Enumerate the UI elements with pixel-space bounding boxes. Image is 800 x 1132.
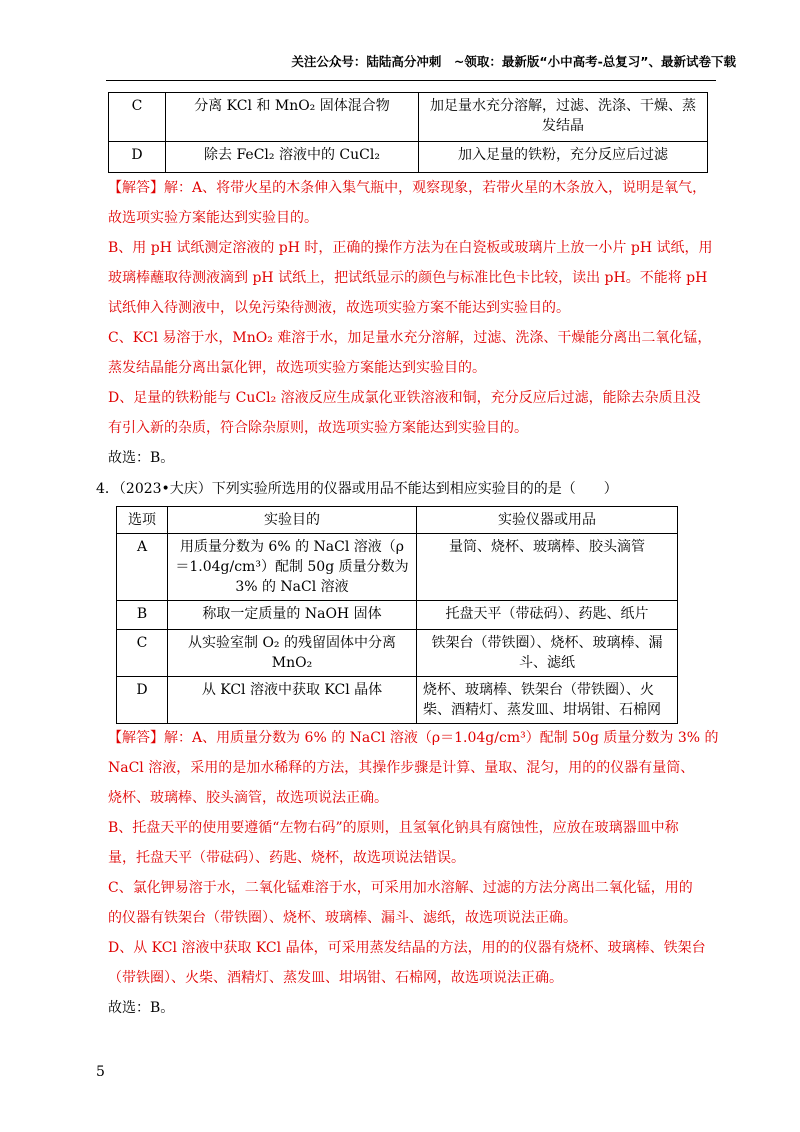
answer-line: B、托盘天平的使用要遵循“左物右码”的原则，且氢氧化钠具有腐蚀性，应放在玻璃器皿中称 [108,820,679,836]
answer-line: 【解答】解：A、用质量分数为 6% 的 NaCl 溶液（ρ＝1.04g/cm³）配制 50g 质量分数为 3% 的 [108,730,719,746]
purpose-cell: 从实验室制 O₂ 的残留固体中分离 MnO₂ [168,630,417,677]
option-cell: A [117,534,168,601]
answer-line: 故选：B。 [108,450,175,466]
answer-line: 故选：B。 [108,1000,175,1016]
option-cell: D [109,142,166,173]
answer-line: 烧杯、玻璃棒、胶头滴管，故选项说法正确。 [108,790,388,806]
table-continuation [108,92,708,173]
answer-4 [108,728,719,1028]
tools-cell: 量筒、烧杯、玻璃棒、胶头滴管 [417,534,678,601]
question-4: 4．（2023•大庆）下列实验所选用的仪器或用品不能达到相应实验目的的是（ ） [96,481,618,497]
table-row [117,630,678,677]
answer-line: 的仪器有铁架台（带铁圈）、烧杯、玻璃棒、漏斗、滤纸，故选项说法正确。 [108,910,577,926]
method-cell: 加入足量的铁粉，充分反应后过滤 [419,142,708,173]
answer-line: C、氯化钾易溶于水，二氧化锰难溶于水，可采用加水溶解、过滤的方法分离出二氧化锰，用的 [108,880,693,896]
purpose-cell: 称取一定质量的 NaOH 固体 [168,601,417,630]
answer-tag: 【解答】 [108,730,164,746]
experiment-table [116,506,678,724]
table-row [117,677,678,724]
column-header: 选项 [117,507,168,534]
purpose-cell: 用质量分数为 6% 的 NaCl 溶液（ρ＝1.04g/cm³）配制 50g 质量分数为 3% 的 NaCl 溶液 [168,534,417,601]
answer-line: （带铁圈）、火柴、酒精灯、蒸发皿、坩埚钳、石棉网，故选项说法正确。 [108,970,563,986]
purpose-cell: 从 KCl 溶液中获取 KCl 晶体 [168,677,417,724]
answer-line: 蒸发结晶能分离出氯化钾，故选项实验方案能达到实验目的。 [108,360,486,376]
answer-line: C、KCl 易溶于水，MnO₂ 难溶于水，加足量水充分溶解，过滤、洗涤、干燥能分离出二氧化锰， [108,330,712,346]
answer-3 [108,178,714,478]
method-cell: 加足量水充分溶解，过滤、洗涤、干燥、蒸发结晶 [419,93,708,142]
tools-cell: 烧杯、玻璃棒、铁架台（带铁圈）、火柴、酒精灯、蒸发皿、坩埚钳、石棉网 [417,677,678,724]
purpose-cell: 除去 FeCl₂ 溶液中的 CuCl₂ [166,142,419,173]
answer-line: 量，托盘天平（带砝码）、药匙、烧杯，故选项说法错误。 [108,850,465,866]
answer-line: D、足量的铁粉能与 CuCl₂ 溶液反应生成氯化亚铁溶液和铜，充分反应后过滤，能除去杂质且没 [108,390,701,406]
option-cell: D [117,677,168,724]
answer-line: B、用 pH 试纸测定溶液的 pH 时，正确的操作方法为在白瓷板或玻璃片上放一小片 pH 试纸，用 [108,240,713,256]
table-row [117,534,678,601]
table-row [117,601,678,630]
column-header: 实验目的 [168,507,417,534]
answer-line: 玻璃棒蘸取待测液滴到 pH 试纸上，把试纸显示的颜色与标准比色卡比较，读出 pH。不能将 pH [108,270,708,286]
answer-line: 试纸伸入待测液中，以免污染待测液，故选项实验方案不能达到实验目的。 [108,300,570,316]
tools-cell: 铁架台（带铁圈）、烧杯、玻璃棒、漏斗、滤纸 [417,630,678,677]
option-cell: C [109,93,166,142]
option-cell: B [117,601,168,630]
answer-line: D、从 KCl 溶液中获取 KCl 晶体，可采用蒸发结晶的方法，用的的仪器有烧杯、玻璃棒、铁架台 [108,940,706,956]
answer-line: 【解答】解：A、将带火星的木条伸入集气瓶中，观察现象，若带火星的木条放入，说明是氧气， [108,180,707,196]
page-number: 5 [96,1064,105,1080]
table-row [109,93,708,142]
answer-line: 有引入新的杂质，符合除杂原则，故选项实验方案能达到实验目的。 [108,420,528,436]
header-rule [106,80,716,81]
page-header: 关注公众号：陆陆高分冲刺 ~领取：最新版“小中高考-总复习”、最新试卷下载 [291,54,736,69]
answer-line: NaCl 溶液，采用的是加水稀释的方法，其操作步骤是计算、量取、混匀，用的的仪器有量筒、 [108,760,695,776]
tools-cell: 托盘天平（带砝码）、药匙、纸片 [417,601,678,630]
option-cell: C [117,630,168,677]
answer-tag: 【解答】 [108,180,164,196]
purpose-cell: 分离 KCl 和 MnO₂ 固体混合物 [166,93,419,142]
table-row [109,142,708,173]
answer-line: 故选项实验方案能达到实验目的。 [108,210,318,226]
column-header: 实验仪器或用品 [417,507,678,534]
table-header-row [117,507,678,534]
